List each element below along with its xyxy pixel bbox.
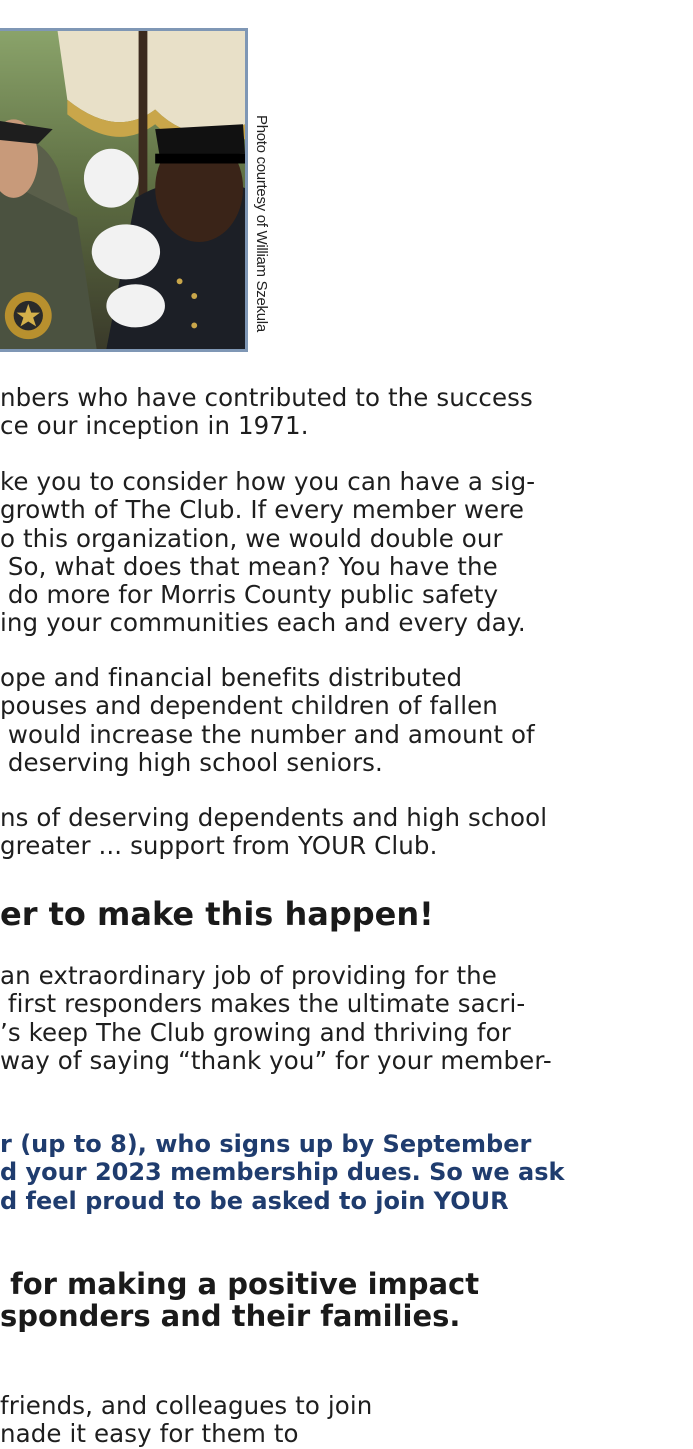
text-line: ce our inception in 1971. (0, 411, 309, 441)
text-line: ke you to consider how you can have a sig- (0, 467, 536, 496)
text-line: pouses and dependent children of fallen (0, 691, 498, 721)
photo-credit: Photo courtesy of William Szekula (253, 115, 270, 332)
text-line: o this organization, we would double our (0, 523, 503, 553)
text-line: d feel proud to be asked to join YOUR (0, 1186, 509, 1215)
highlight-paragraph (0, 1130, 565, 1215)
text-line: greater ... support from YOUR Club. (0, 831, 438, 861)
paragraph-2 (0, 468, 693, 638)
closing-heading (0, 1268, 479, 1332)
paragraph-5 (0, 962, 693, 1075)
heading-line: for making a positive impact (0, 1267, 480, 1301)
text-line: ns of deserving dependents and high school (0, 803, 548, 832)
text-line: ing your communities each and every day. (0, 608, 526, 638)
photo (0, 28, 248, 352)
text-line: would increase the number and amount of (0, 719, 535, 749)
paragraph-6 (0, 1392, 693, 1449)
paragraph-4 (0, 804, 693, 861)
text-line: r (up to 8), who signs up by September (0, 1130, 532, 1158)
heading-line: sponders and their families. (0, 1299, 461, 1333)
text-line: d your 2023 membership dues. So we ask (0, 1158, 565, 1187)
text-line: friends, and colleagues to join (0, 1391, 373, 1420)
text-line: ope and financial benefits distributed (0, 663, 463, 692)
text-line: an extraordinary job of providing for the (0, 961, 497, 990)
text-line: nade it easy for them to (0, 1419, 299, 1449)
text-line: deserving high school seniors. (0, 747, 383, 777)
text-line: ’s keep The Club growing and thriving for (0, 1017, 511, 1047)
text-line: nbers who have contributed to the success (0, 383, 533, 412)
text-line: first responders makes the ultimate sacri- (0, 989, 526, 1019)
text-line: way of saying “thank you” for your member- (0, 1045, 552, 1075)
text-line: growth of The Club. If every member were (0, 495, 525, 525)
section-heading: er to make this happen! (0, 895, 434, 933)
text-line: So, what does that mean? You have the (0, 551, 498, 581)
paragraph-3 (0, 664, 693, 777)
text-line: do more for Morris County public safety (0, 580, 499, 610)
paragraph-1 (0, 384, 693, 441)
honor-guard-image (0, 31, 245, 349)
